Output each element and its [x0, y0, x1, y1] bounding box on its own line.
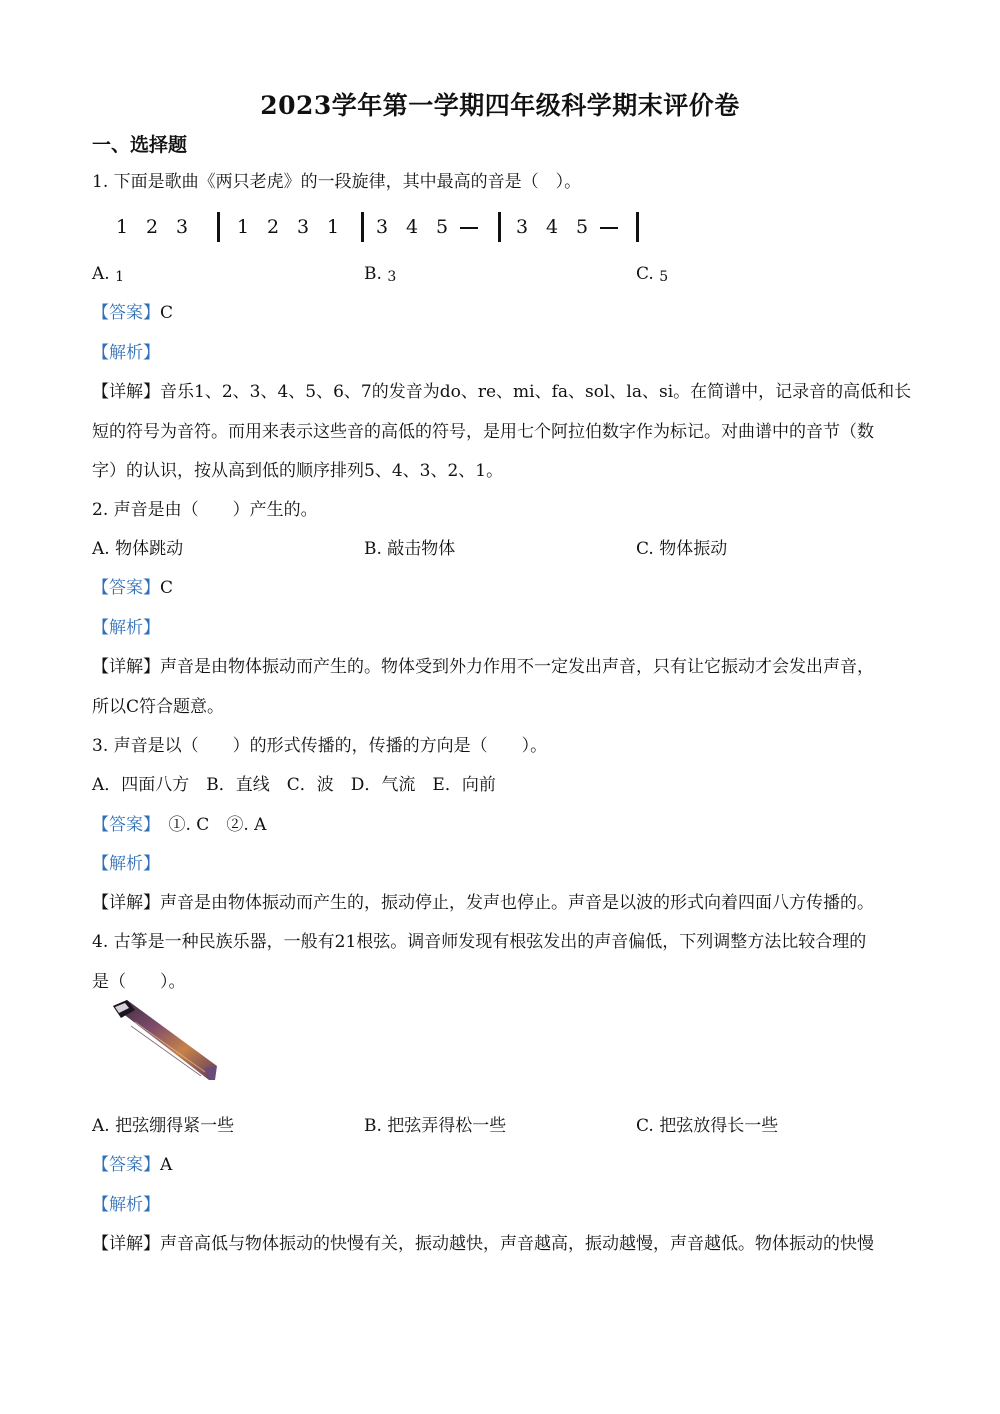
q1-option-c: C. 5 [636, 264, 669, 285]
page-title: 2023学年第一学期四年级科学期末评价卷 [260, 91, 740, 120]
note: 3 [176, 216, 189, 238]
question-3-stem: 3. 声音是以（ ）的形式传播的，传播的方向是（ ）。 [92, 736, 548, 756]
question-2-stem: 2. 声音是由（ ）产生的。 [92, 500, 318, 520]
q4-option-b: B. 把弦弄得松一些 [364, 1116, 507, 1136]
q2-answer: 【答案】C [92, 578, 174, 598]
note: 2 [267, 216, 280, 238]
q1-detail-line-1: 【详解】音乐1、2、3、4、5、6、7的发音为do、re、mi、fa、sol、la、si。在简谱中，记录音的高低和长 [92, 382, 912, 402]
note: 4 [406, 216, 419, 238]
question-4-stem-line-2: 是（ ）。 [92, 972, 186, 992]
q1-detail-line-2: 短的符号为音符。而用来表示这些音的高低的符号，是用七个阿拉伯数字作为标记。对曲谱中的音节（数 [92, 422, 874, 442]
note: 5 [576, 216, 589, 238]
q2-detail-line-1: 【详解】声音是由物体振动而产生的。物体受到外力作用不一定发出声音，只有让它振动才会发出声音， [92, 657, 874, 677]
q4-option-c: C. 把弦放得长一些 [636, 1116, 779, 1136]
note: 1 [327, 216, 340, 238]
guzheng-image [105, 998, 220, 1083]
question-1-stem: 1. 下面是歌曲《两只老虎》的一段旋律，其中最高的音是（ ）。 [92, 172, 582, 192]
q4-detail-line-1: 【详解】声音高低与物体振动的快慢有关，振动越快，声音越高，振动越慢，声音越低。物体振动的快慢 [92, 1234, 874, 1254]
note-dash [600, 227, 618, 229]
q4-answer: 【答案】A [92, 1155, 173, 1175]
note: 3 [376, 216, 389, 238]
note: 4 [546, 216, 559, 238]
bar-line [361, 212, 364, 242]
q3-answer: 【答案】 ①. C ②. A [92, 815, 267, 835]
q1-option-a: A. 1 [92, 264, 125, 285]
note: 1 [237, 216, 250, 238]
note: 2 [146, 216, 159, 238]
bar-line [217, 212, 220, 242]
note: 5 [436, 216, 449, 238]
q3-analysis-label: 【解析】 [92, 854, 160, 874]
note: 3 [297, 216, 310, 238]
q3-detail-line-1: 【详解】声音是由物体振动而产生的，振动停止，发声也停止。声音是以波的形式向着四面八方传播的。 [92, 893, 874, 913]
bar-line [498, 212, 501, 242]
note: 1 [116, 216, 129, 238]
q2-detail-line-2: 所以C符合题意。 [92, 697, 225, 717]
q1-detail-line-3: 字）的认识，按从高到低的顺序排列5、4、3、2、1。 [92, 461, 504, 481]
q2-option-a: A. 物体跳动 [92, 539, 184, 559]
q1-answer: 【答案】C [92, 303, 174, 323]
q2-option-b: B. 敲击物体 [364, 539, 456, 559]
q1-option-b: B. 3 [364, 264, 397, 285]
q4-analysis-label: 【解析】 [92, 1195, 160, 1215]
note-dash [460, 227, 478, 229]
bar-line [636, 212, 639, 242]
section-heading: 一、选择题 [92, 134, 188, 156]
question-4-stem-line-1: 4. 古筝是一种民族乐器，一般有21根弦。调音师发现有根弦发出的声音偏低，下列调整方法比较合理的 [92, 932, 867, 952]
q4-option-a: A. 把弦绷得紧一些 [92, 1116, 235, 1136]
q1-analysis-label: 【解析】 [92, 343, 160, 363]
note: 3 [516, 216, 529, 238]
q2-option-c: C. 物体振动 [636, 539, 728, 559]
q3-options: A．四面八方 B．直线 C．波 D．气流 E．向前 [92, 775, 496, 795]
q2-analysis-label: 【解析】 [92, 618, 160, 638]
music-notation [110, 210, 670, 250]
